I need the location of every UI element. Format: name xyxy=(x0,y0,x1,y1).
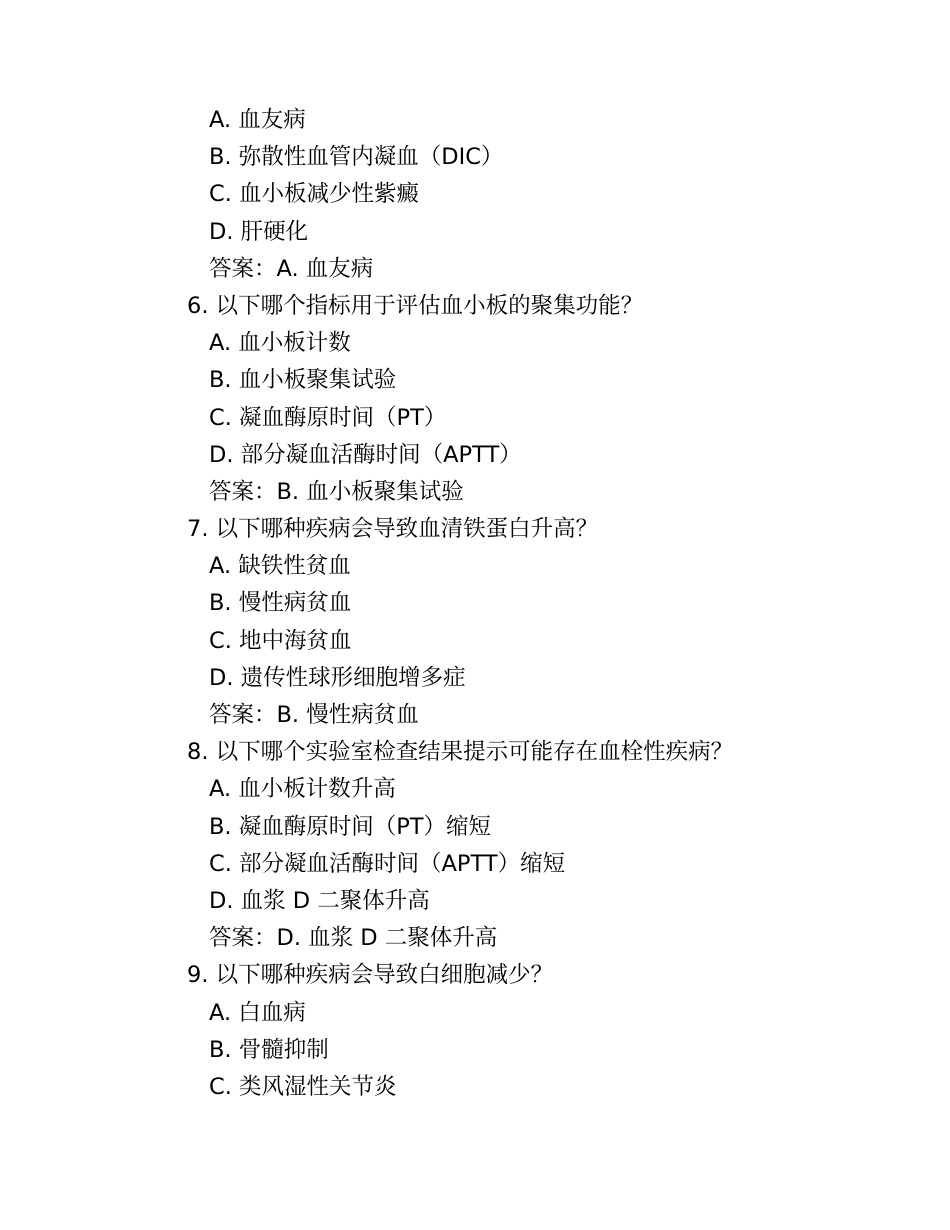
option-line: A. 白血病 xyxy=(209,999,306,1026)
option-line: C. 类风湿性关节炎 xyxy=(209,1073,397,1100)
option-line: A. 血小板计数 xyxy=(209,330,351,357)
document-body xyxy=(187,102,907,1106)
option-line: C. 血小板减少性紫癜 xyxy=(209,181,420,208)
option-line: A. 血小板计数升高 xyxy=(209,776,396,803)
option-line: A. 血友病 xyxy=(209,107,306,133)
answer-line: 答案：B. 慢性病贫血 xyxy=(209,702,419,728)
answer-line: 答案：D. 血浆 D 二聚体升高 xyxy=(209,925,498,952)
question-line: 6. 以下哪个指标用于评估血小板的聚集功能？ xyxy=(187,292,644,319)
answer-line: 答案：A. 血友病 xyxy=(209,255,374,282)
option-line: B. 慢性病贫血 xyxy=(209,590,352,617)
option-line: C. 凝血酶原时间（PT） xyxy=(209,404,447,431)
option-line: B. 骨髓抑制 xyxy=(209,1036,329,1063)
option-line: B. 血小板聚集试验 xyxy=(209,367,397,394)
answer-line: 答案：B. 血小板聚集试验 xyxy=(209,478,464,505)
option-line: D. 肝硬化 xyxy=(209,218,309,245)
option-line: B. 凝血酶原时间（PT）缩短 xyxy=(209,813,492,840)
option-line: D. 部分凝血活酶时间（APTT） xyxy=(209,441,522,468)
question-line: 9. 以下哪种疾病会导致白细胞减少？ xyxy=(187,962,554,989)
option-line: A. 缺铁性贫血 xyxy=(209,553,351,580)
option-line: D. 遗传性球形细胞增多症 xyxy=(209,664,466,691)
option-line: C. 地中海贫血 xyxy=(209,627,352,654)
question-line: 8. 以下哪个实验室检查结果提示可能存在血栓性疾病？ xyxy=(187,739,734,766)
option-line: D. 血浆 D 二聚体升高 xyxy=(209,887,430,914)
option-line: B. 弥散性血管内凝血（DIC） xyxy=(209,144,504,171)
option-line: C. 部分凝血活酶时间（APTT）缩短 xyxy=(209,850,566,877)
question-line: 7. 以下哪种疾病会导致血清铁蛋白升高？ xyxy=(187,516,599,543)
